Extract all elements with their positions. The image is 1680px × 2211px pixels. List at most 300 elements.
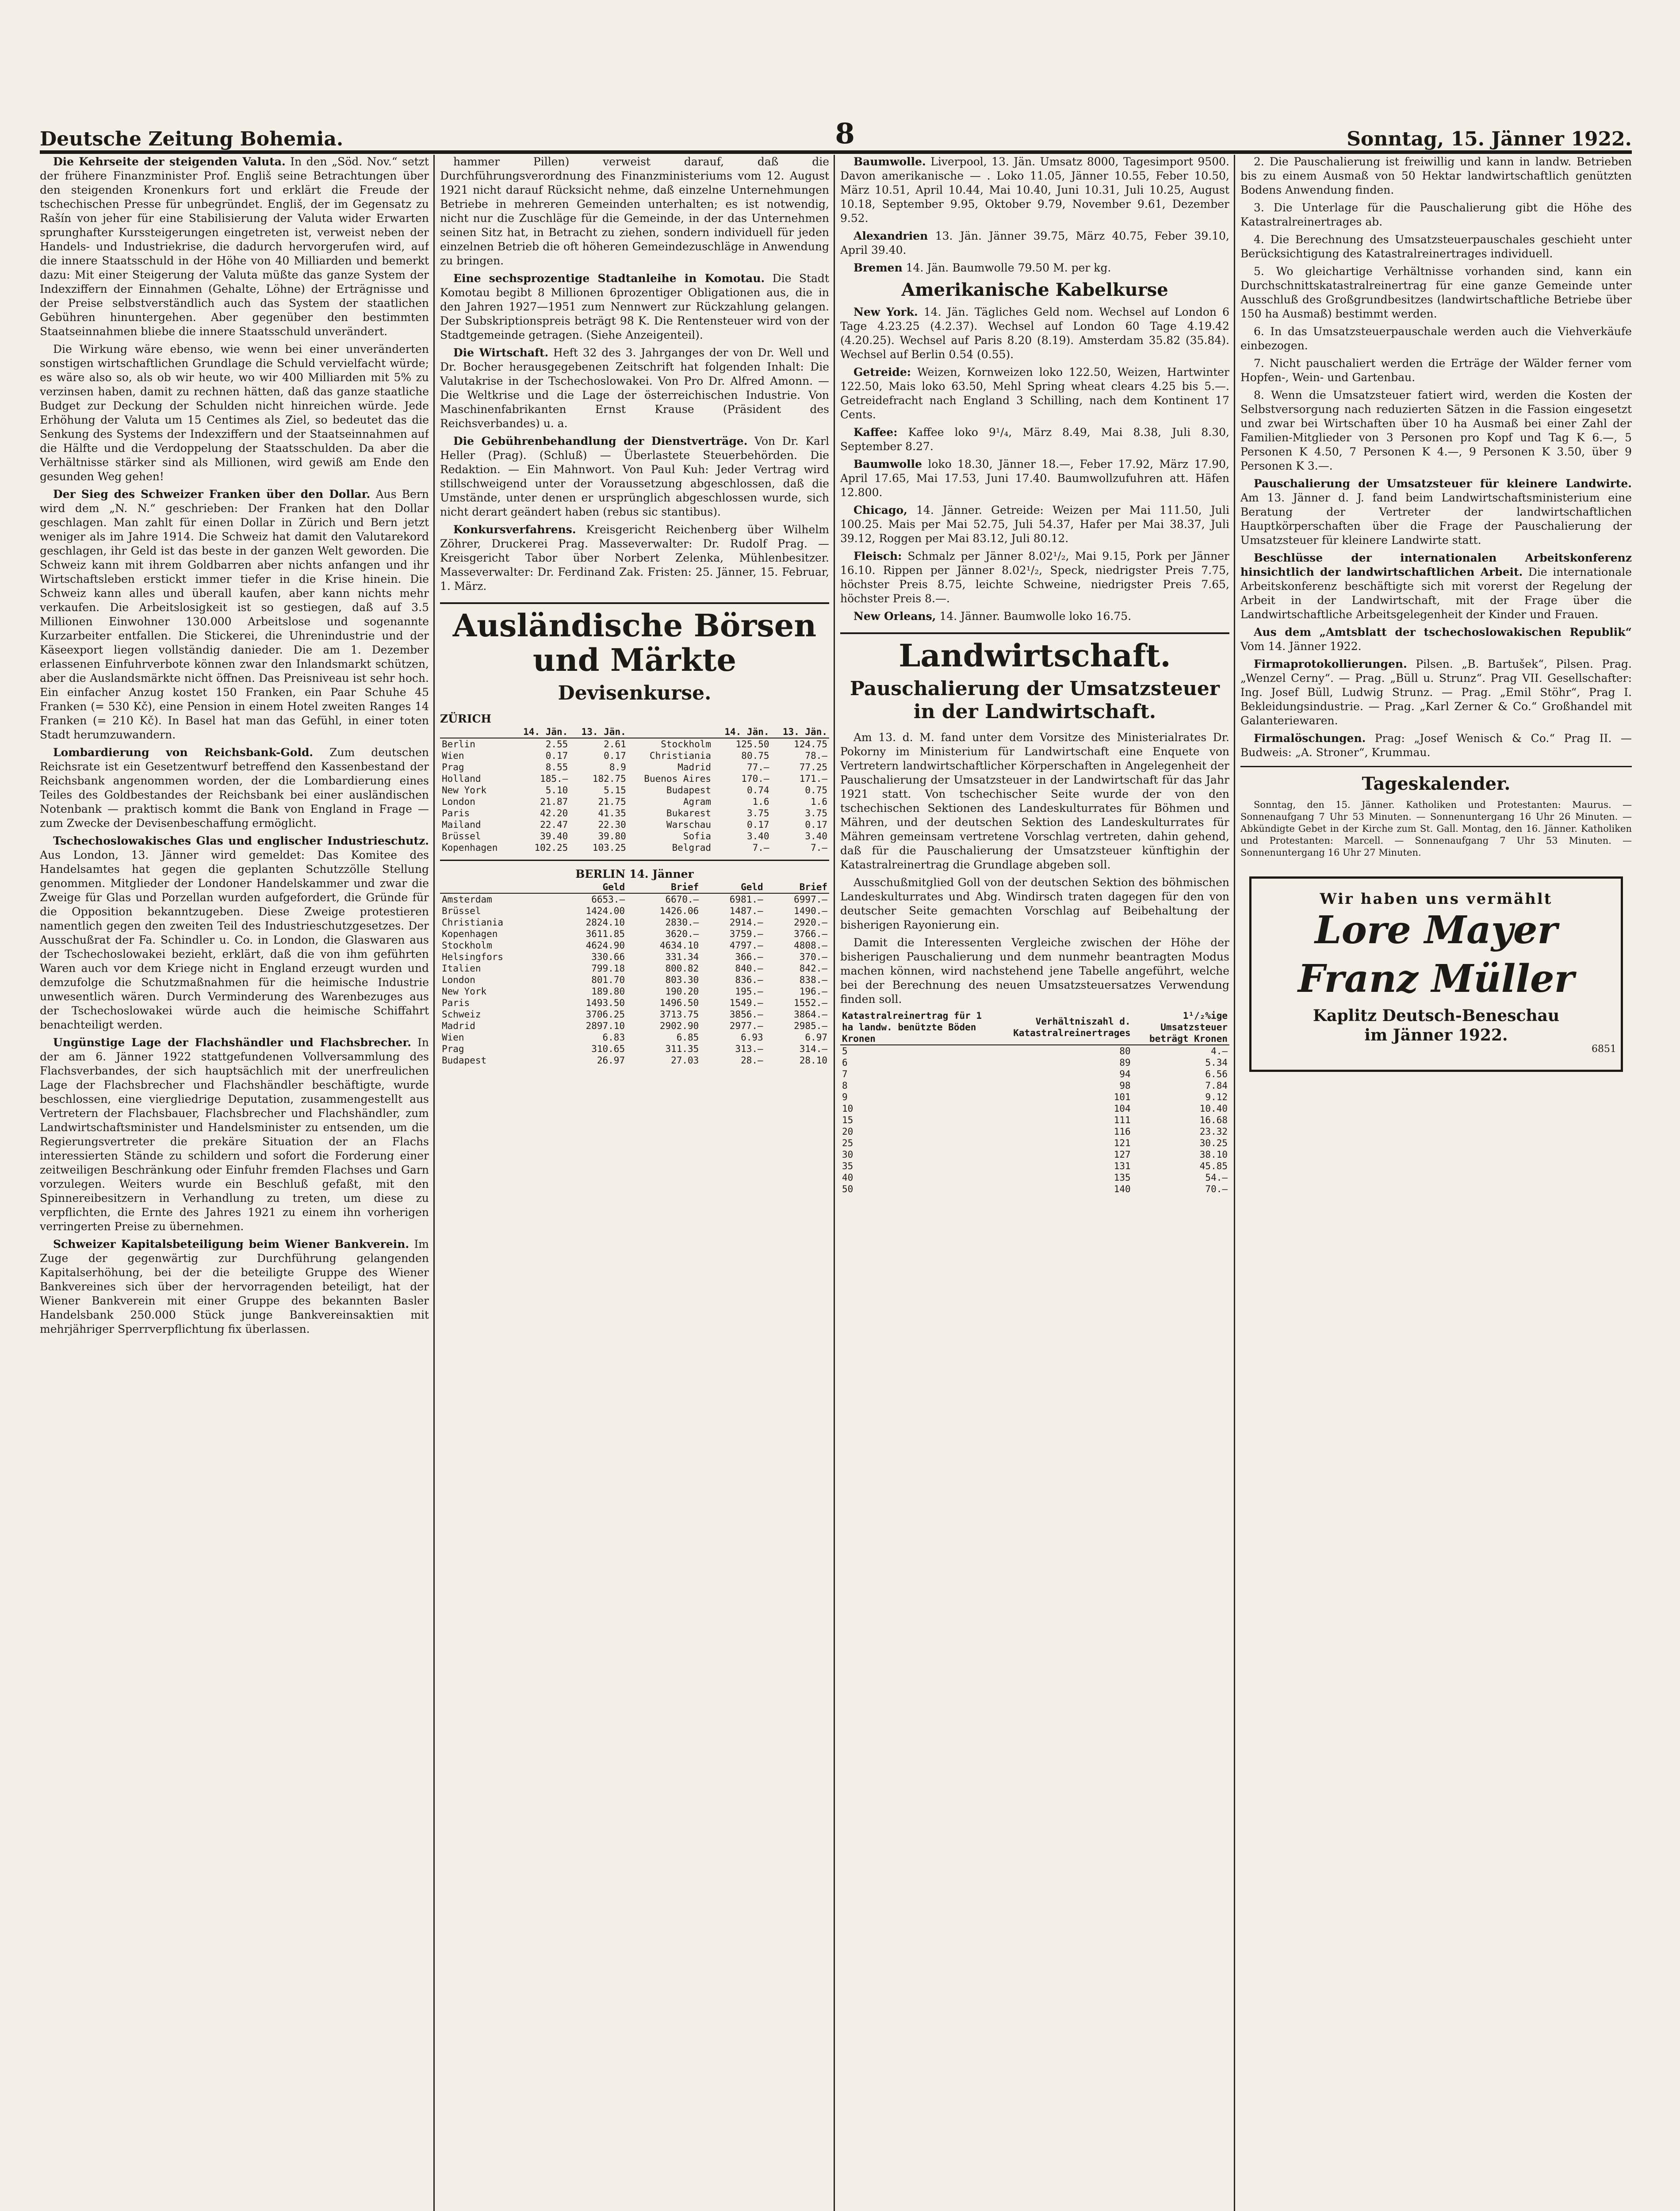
table-row <box>840 1103 1229 1114</box>
article-paragraph <box>1240 325 1632 353</box>
table-cell: 0.17 <box>604 750 626 761</box>
tageskalender-text: Sonntag, den 15. Jänner. Katholiken und Protestanten: Maurus. — Sonnenaufgang 7 Uhr 53 Minuten. — Sonnenuntergang 16 Uhr 26 Minuten. — Abkündigte Gebet in der Kirche zum St. Gall. Montag, den 16. Jänner. Katholiken und Protestanten: Marcell. — Sonnenaufgang 7 Uhr 53 Minuten. — Sonnenuntergang 16 Uhr 27 Minuten. <box>1240 799 1632 858</box>
article-paragraph <box>840 155 1229 226</box>
article-text: Im Zuge der gegenwärtig zur Durchführung gelangenden Kapitalserhöhung, bei der die beteiligte Gruppe des Wiener Bankvereines sich über der hervorragenden beteiligt, hat der Wiener Bankverein mit einer Gruppe des bekannten Basler Handelsbank 250.000 Stück junge Bankvereinsaktien mit mehrjähriger Sperrverpflichtung fix überlassen. <box>40 1238 429 1335</box>
table-cell: 182.75 <box>592 773 626 784</box>
article-text: 2. Die Pauschalierung ist freiwillig und kann in landw. Betrieben bis zu einem Ausmaß von 50 Hektar landwirtschaftlich genützten Bodens Anwendung finden. <box>1240 155 1632 196</box>
table-row <box>840 1057 1229 1068</box>
column-4 <box>1240 155 1632 2211</box>
table-row <box>440 784 829 796</box>
article-text: Aus Bern wird dem „N. N.“ geschrieben: Der Franken hat den Dollar geschlagen. Man zahlt für einen Dollar in Zürich und Bern jetzt weniger als im Jahre 1914. Die Schweiz hat damit den Valutarekord geschlagen, ihr Geld ist das beste in der ganzen Welt geworden. Die Schweiz kann mit ihrem Goldbarren aber nichts anfangen und ihr Wirtschaftsleben erstickt immer tiefer in die Krise hinein. Die Schweiz kann alles und überall kaufen, aber kann nichts mehr verkaufen. Die Arbeitslosigkeit ist so gestiegen, daß auf 3.5 Millionen Einwohner 130.000 Arbeitslose und sogenannte Kurzarbeiter entfallen. Die Stickerei, die Uhrenindustrie und der Käseexport liegen vollständig danieder. Die am 1. Dezember erlassenen Einfuhrverbote können zwar den Inlandsmarkt schützen, aber die Auslandsmärkte nicht öffnen. Das Preisniveau ist sehr hoch. Ein einfacher Anzug kostet 150 Franken, ein Paar Schuhe 45 Franken (= 530 Kč), eine Pension in einem Hotel zweiten Ranges 14 Franken (= 210 Kč). In Basel hat man das Gefühl, in einer toten Stadt herumzuwandern. <box>40 488 429 741</box>
article-text: Am 13. Jänner d. J. fand beim Landwirtschaftsministerium eine Beratung der Vertreter der landwirtschaftlichen Hauptkörperschaften über die Frage der Pauschalierung der Umsatzsteuer für kleinere Landwirte statt. <box>1240 491 1632 547</box>
article-text: Die Stadt Komotau begibt 8 Millionen 6prozentiger Obligationen aus, die in den Jahren 1927—1951 zum Nennwert zur Rückzahlung gelangen. Der Subskriptionspreis beträgt 98 K. Die Rentensteuer wird von der Stadtgemeinde getragen. (Siehe Anzeigenteil). <box>440 272 829 341</box>
article-text: hammer Pillen) verweist darauf, daß die Durchführungsverordnung des Finanzministeriums vom 12. August 1921 nicht darauf Rücksicht nehme, daß einzelne Unternehmungen Betriebe in mehreren Gemeinden unterhalten; es ist notwendig, nicht nur die Zuschläge für die Gemeinde, in der das Unternehmen seinen Sitz hat, in Betracht zu ziehen, sondern individuell für jeden einzelnen Betrieb die oft höheren Gemeindezuschläge in Anwendung zu bringen. <box>440 155 829 267</box>
table-cell: 2830.— <box>665 917 699 928</box>
wedding-announcement <box>1249 876 1623 1072</box>
article-heading: Alexandrien <box>853 230 928 242</box>
article-text: 3. Die Unterlage für die Pauschalierung gibt die Höhe des Katastralreinertrages ab. <box>1240 201 1632 228</box>
article-text: 14. Jän. Tägliches Geld nom. Wechsel auf London 6 Tage 4.23.25 (4.2.37). Wechsel auf London 60 Tage 4.19.42 (4.20.25). Wechsel auf Paris 8.20 (8.19). Amsterdam 35.82 (35.84). Wechsel auf Berlin 0.54 (0.55). <box>840 306 1229 361</box>
table-cell: 78.— <box>805 750 827 761</box>
article-paragraph <box>1240 388 1632 473</box>
table-cell: 98 <box>1119 1080 1131 1091</box>
table-row <box>440 807 829 819</box>
table-cell: 2914.— <box>729 917 763 928</box>
table-cell: 30.25 <box>1199 1138 1228 1148</box>
table-cell: 0.17 <box>545 750 568 761</box>
article-heading: Beschlüsse der internationalen Arbeitskonferenz hinsichtlich der landwirtschaftlichen Arbeit. <box>1240 551 1632 578</box>
table-cell: Bukarest <box>666 808 712 819</box>
column-divider <box>834 155 835 2211</box>
section-title-boersen: Ausländische Börsen und Märkte <box>440 602 829 677</box>
table-row <box>840 1045 1229 1057</box>
table-row <box>440 917 829 928</box>
article-heading: Lombardierung von Reichsbank-Gold. <box>53 746 314 759</box>
article-title-pauschalierung: Pauschalierung der Umsatzsteuer in der Landwirtschaft. <box>850 677 1220 723</box>
announcement-date: im Jänner 1922. <box>1364 1026 1508 1044</box>
table-cell: 5.34 <box>1205 1057 1228 1068</box>
article-paragraph <box>1240 233 1632 261</box>
berlin-exchange-table <box>440 881 829 1066</box>
article-paragraph <box>40 1036 429 1234</box>
article-paragraph <box>840 425 1229 454</box>
table-cell: 1487.— <box>729 906 763 916</box>
announcement-name-1: Lore Mayer <box>1315 908 1558 952</box>
article-heading: Bremen <box>853 261 903 274</box>
announcement-name-2: Franz Müller <box>1298 956 1574 1001</box>
article-text: 8. Wenn die Umsatzsteuer fatiert wird, werden die Kosten der Selbstversorgung nach reduzierten Sätzen in die Fassion eingesetzt und zwar bei Wirtschaften über 10 ha Ausmaß bei einer Zahl der Familien-Mitglieder von 3 Personen pro Kopf und Tag K 6.—, 5 Personen K 4.50, 7 Personen K 4.—, 9 Personen K 3.50, über 9 Personen K 3.—. <box>1240 389 1632 472</box>
newspaper-name: Deutsche Zeitung Bohemia. <box>40 128 344 150</box>
table-cell: 3713.75 <box>659 1009 699 1020</box>
article-paragraph <box>1240 477 1632 547</box>
table-cell: Stockholm <box>661 739 712 750</box>
table-cell: 314.— <box>799 1044 827 1054</box>
table-cell: 127 <box>1114 1149 1131 1160</box>
table-header-cell: 14. Jän. <box>512 726 570 738</box>
table-cell: Italien <box>442 963 481 974</box>
issue-date: Sonntag, 15. Jänner 1922. <box>1347 128 1632 150</box>
table-header-row <box>840 1010 1229 1045</box>
table-row <box>440 940 829 951</box>
table-cell: 6981.— <box>729 894 763 905</box>
table-cell: 15 <box>842 1115 853 1125</box>
table-cell: 8.9 <box>609 762 626 773</box>
article-text: Aus London, 13. Jänner wird gemeldet: Das Komitee des Handelsamtes hat gegen die geplanten Schutzzölle Stellung genommen. Mitglieder der Londoner Handelskammer und zwar die Zweige für Glas und Porzellan wurden aufgefordert, die Gründe für die Opposition bekanntzugeben. Diese Zweige protestieren namentlich gegen den zweiten Teil des Industrieschutzgesetzes. Der Ausschußrat der Fa. Schindler u. Co. in London, die Glaswaren aus der Tschechoslowakei bezieht, erklärt, daß die von ihm geführten Waren auch vor dem Kriege nicht in England erzeugt wurden und demzufolge die Schutzmaßnahmen für die heimische Industrie unwesentlich wären. Durch Verminderung des Warenbezuges aus der Tschechoslowakei würde auch die heimische Schiffahrt benachteiligt werden. <box>40 849 429 1031</box>
table-row <box>840 1137 1229 1149</box>
table-row <box>840 1068 1229 1080</box>
table-cell: 3620.— <box>665 929 699 939</box>
table-cell: 170.— <box>741 773 769 784</box>
zurich-table-label: ZÜRICH <box>440 712 492 725</box>
table-cell: 21.75 <box>598 796 626 807</box>
table-row <box>440 893 829 905</box>
article-paragraph <box>1240 731 1632 760</box>
section-title-landwirtschaft: Landwirtschaft. <box>840 632 1229 673</box>
table-cell: Amsterdam <box>442 894 492 905</box>
article-heading: Kaffee: <box>853 426 898 439</box>
article-paragraph <box>1240 201 1632 229</box>
table-cell: 103.25 <box>592 842 626 853</box>
table-cell: 1496.50 <box>659 998 699 1008</box>
article-text: 14. Jänner. Baumwolle loko 16.75. <box>939 610 1132 623</box>
table-row <box>840 1080 1229 1091</box>
table-cell: 3.40 <box>746 831 769 842</box>
table-cell: 22.30 <box>598 819 626 830</box>
article-text: 5. Wo gleichartige Verhältnisse vorhanden sind, kann ein Durchschnittskatastralreinertrag für eine ganze Gemeinde unter Ausschluß des Großgrundbesitzes (landwirtschaftliche Betriebe über 150 ha Ausmaß) bestimmt werden. <box>1240 265 1632 320</box>
article-heading: Chicago, <box>853 504 907 516</box>
article-text: Vom 14. Jänner 1922. <box>1240 640 1362 653</box>
table-cell: 9.12 <box>1205 1092 1228 1102</box>
table-cell: 6 <box>842 1057 848 1068</box>
table-cell: 310.65 <box>591 1044 625 1054</box>
table-row <box>440 1009 829 1020</box>
article-heading: Der Sieg des Schweizer Franken über den Dollar. <box>53 488 371 501</box>
table-cell: Wien <box>442 750 464 761</box>
table-header-cell: 13. Jän. <box>570 726 628 738</box>
article-paragraph: Ausschußmitglied Goll von der deutschen Sektion des böhmischen Landeskulturrates und Abg. Windirsch traten dagegen für den von deutscher Seite gemachten Vorschlag auf Beibehaltung der bisherigen Rayonierung ein. <box>840 876 1229 931</box>
table-cell: 7.— <box>752 842 769 853</box>
table-cell: 8 <box>842 1080 848 1091</box>
table-cell: 7 <box>842 1069 848 1079</box>
table-header-cell <box>628 726 713 738</box>
article-paragraph <box>40 834 429 1032</box>
table-cell: 0.75 <box>805 785 827 796</box>
article-paragraph <box>40 155 429 339</box>
table-cell: 842.— <box>799 963 827 974</box>
article-text: Weizen, Kornweizen loko 122.50, Weizen, Hartwinter 122.50, Mais loko 63.50, Mehl Spring wheat clears 4.25 bis 5.—. Getreidefracht nach England 3 Schilling, nach dem Kontinent 17 Cents. <box>840 366 1229 421</box>
column-2-articles <box>440 155 829 593</box>
table-cell: 3.75 <box>805 808 827 819</box>
table-cell: 0.74 <box>746 785 769 796</box>
table-cell: 0.17 <box>746 819 769 830</box>
table-cell: 22.47 <box>540 819 568 830</box>
article-paragraph <box>440 272 829 342</box>
table-cell: 801.70 <box>591 975 625 985</box>
table-header-row <box>440 726 829 738</box>
table-cell: 28.10 <box>799 1055 827 1066</box>
table-header-cell: Katastralreinertrag für 1 ha landw. benützte Böden Kronen <box>840 1010 992 1045</box>
table-cell: Brüssel <box>442 831 481 842</box>
table-header-cell: 13. Jän. <box>771 726 829 738</box>
table-row <box>440 773 829 784</box>
table-cell: 840.— <box>735 963 763 974</box>
zurich-exchange-table <box>440 726 829 853</box>
masthead <box>40 115 1632 154</box>
table-cell: 27.03 <box>671 1055 699 1066</box>
berlin-table-label: BERLIN 14. Jänner <box>575 868 694 880</box>
article-paragraph <box>840 457 1229 500</box>
table-cell: Buenos Aires <box>644 773 712 784</box>
table-cell: 331.34 <box>665 952 699 962</box>
table-header-cell: Geld <box>553 881 627 893</box>
table-row <box>840 1114 1229 1126</box>
table-cell: 1493.50 <box>586 998 625 1008</box>
article-paragraph <box>440 434 829 519</box>
table-cell: 35 <box>842 1161 853 1171</box>
table-cell: London <box>442 796 475 807</box>
article-text: Die internationale Arbeitskonferenz beschäftigte sich mit vorerst der Regelung der Arbeit in der Landwirtschaft, mit der Frage über die Landwirtschaftliche Arbeitsgelegenheit der Kinder und Frauen. <box>1240 566 1632 621</box>
table-cell: 9 <box>842 1092 848 1102</box>
announcement-heading: Wir haben uns vermählt <box>1320 890 1553 908</box>
table-cell: 313.— <box>735 1044 763 1054</box>
table-cell: Madrid <box>442 1021 475 1031</box>
table-header-cell <box>440 881 553 893</box>
table-cell: 5.10 <box>545 785 568 796</box>
article-text: 14. Jän. Baumwolle 79.50 M. per kg. <box>906 261 1111 274</box>
article-heading: Konkursverfahrens. <box>453 523 576 536</box>
section-subtitle-devisen: Devisenkurse. <box>558 682 712 704</box>
table-cell: Stockholm <box>442 940 492 951</box>
article-text: 14. Jänner. Getreide: Weizen per Mai 111.50, Juli 100.25. Mais per Mai 52.75, Juli 54.37, Hafer per Mai 38.37, Juli 39.12, Roggen per Mai 83.12, Juli 80.12. <box>840 504 1229 545</box>
table-cell: Madrid <box>677 762 712 773</box>
article-paragraph: Damit die Interessenten Vergleiche zwischen der Höhe der bisherigen Pauschalierung und dem nunmehr beantragten Modus machen können, wird nachstehend jene Tabelle angeführt, welche bei der Berechnung des neuen Umsatzsteuersatzes Verwendung finden soll. <box>840 936 1229 1006</box>
table-cell: 40 <box>842 1172 853 1183</box>
table-header-cell: Brief <box>765 881 829 893</box>
table-cell: 2.61 <box>604 739 626 750</box>
table-header-cell: Brief <box>627 881 700 893</box>
table-cell: Kopenhagen <box>442 929 498 939</box>
table-cell: 7.84 <box>1205 1080 1228 1091</box>
table-cell: 3611.85 <box>586 929 625 939</box>
article-text: Die Wirkung wäre ebenso, wie wenn bei einer unveränderten sonstigen wirtschaftlichen Grundlage die Schuld vervielfacht würde; es wäre also so, als ob wir heute, wo wir 400 Milliarden mit 5% zu verzinsen haben, damit zu rechnen hätten, daß das ganze staatliche Budget zur Deckung der Schulden nicht hinreichen würde. Jede Erhöhung der Valuta um 15 Centimes als Ziel, so bedeutet das die Senkung des Systems der Indexziffern und der Staatseinnahmen auf die Hälfte und die Verdoppelung der Staatsschulden. Da aber die Verhältnisse stärker sind als Millionen, wird gewiß am Ende den gesunden Weg gehen! <box>40 343 429 483</box>
article-paragraph <box>840 261 1229 275</box>
table-cell: 131 <box>1114 1161 1131 1171</box>
table-cell: Warschau <box>666 819 712 830</box>
table-cell: 1.6 <box>752 796 769 807</box>
table-cell: 2.55 <box>545 739 568 750</box>
table-cell: 94 <box>1119 1069 1131 1079</box>
table-cell: 6.85 <box>676 1032 699 1043</box>
table-row <box>440 1043 829 1055</box>
page-number: 8 <box>835 117 855 150</box>
table-cell: 16.68 <box>1199 1115 1228 1125</box>
table-row <box>440 974 829 986</box>
table-cell: 4.— <box>1211 1046 1228 1056</box>
table-header-cell: 14. Jän. <box>713 726 771 738</box>
table-cell: Prag <box>442 762 464 773</box>
table-cell: Belgrad <box>672 842 712 853</box>
article-paragraph <box>840 365 1229 422</box>
table-cell: 38.10 <box>1199 1149 1228 1160</box>
table-cell: 124.75 <box>794 739 827 750</box>
table-cell: 10.40 <box>1199 1103 1228 1114</box>
article-paragraph <box>840 609 1229 624</box>
table-cell: 6.97 <box>805 1032 827 1043</box>
table-header-row <box>440 881 829 893</box>
article-text: Zum deutschen Reichsrate ist ein Gesetzentwurf betreffend den Kassenbestand der Reichsbank angenommen worden, der die Lombardierung eines Teiles des Goldbestandes der Reichsbank bei einer ausländischen Notenbank — praktisch kommt die Bank von England in Frage — zum Zwecke der Devisenbeschaffung ermöglicht. <box>40 746 429 830</box>
table-cell: 70.— <box>1205 1184 1228 1194</box>
article-paragraph <box>40 487 429 742</box>
table-cell: Agram <box>683 796 712 807</box>
table-cell: 135 <box>1114 1172 1131 1183</box>
table-cell: Helsingfors <box>442 952 504 962</box>
article-heading: Die Gebührenbehandlung der Dienstverträge. <box>453 435 748 448</box>
table-cell: 185.— <box>540 773 568 784</box>
table-cell: 6997.— <box>794 894 827 905</box>
article-text: 4. Die Berechnung des Umsatzsteuerpauschales geschieht unter Berücksichtigung des Katastralreinertrages individuell. <box>1240 233 1632 260</box>
table-cell: 8.55 <box>545 762 568 773</box>
table-cell: Wien <box>442 1032 464 1043</box>
table-row <box>440 830 829 842</box>
article-text: Kaffee loko 9¹/₄, März 8.49, Mai 8.38, Juli 8.30, September 8.27. <box>840 426 1229 453</box>
table-cell: 3.40 <box>805 831 827 842</box>
table-cell: 3766.— <box>794 929 827 939</box>
table-cell: 171.— <box>799 773 827 784</box>
table-row <box>440 750 829 761</box>
divider <box>1240 766 1632 767</box>
table-cell: 4797.— <box>729 940 763 951</box>
table-cell: 366.— <box>735 952 763 962</box>
table-cell: 42.20 <box>540 808 568 819</box>
article-text: Prag: „Josef Wenisch & Co.“ Prag II. — Budweis: „A. Stroner“, Krummau. <box>1240 732 1632 759</box>
table-cell: 21.87 <box>540 796 568 807</box>
column-3 <box>840 155 1229 2211</box>
table-cell: 3759.— <box>729 929 763 939</box>
table-cell: 836.— <box>735 975 763 985</box>
article-heading: Die Wirtschaft. <box>453 346 549 359</box>
table-cell: 2985.— <box>794 1021 827 1031</box>
article-heading: Ungünstige Lage der Flachshändler und Flachsbrecher. <box>53 1036 411 1049</box>
table-cell: Christiania <box>442 917 504 928</box>
table-cell: 77.— <box>746 762 769 773</box>
table-cell: 190.20 <box>665 986 699 997</box>
divider <box>440 860 829 861</box>
table-cell: 3706.25 <box>586 1009 625 1020</box>
table-cell: 2920.— <box>794 917 827 928</box>
table-cell: 3864.— <box>794 1009 827 1020</box>
article-heading: New York. <box>853 306 918 318</box>
table-cell: 2902.90 <box>659 1021 699 1031</box>
article-heading: Tschechoslowakisches Glas und englischer Industrieschutz. <box>53 834 429 847</box>
table-cell: 1490.— <box>794 906 827 916</box>
table-cell: Budapest <box>442 1055 487 1066</box>
column-divider <box>1234 155 1235 2211</box>
article-text: Kreisgericht Reichenberg über Wilhelm Zöhrer, Druckerei Prag. Masseverwalter: Dr. Rudolf Prag. — Kreisgericht Tabor über Norbert Zelenka, Mühlenbesitzer. Masseverwalter: Dr. Ferdinand Zak. Fristen: 25. Jänner, 15. Februar, 1. März. <box>440 523 829 593</box>
table-cell: 4624.90 <box>586 940 625 951</box>
table-cell: 799.18 <box>591 963 625 974</box>
table-row <box>440 738 829 750</box>
table-row <box>440 951 829 963</box>
table-cell: 121 <box>1114 1138 1131 1148</box>
table-cell: 2824.10 <box>586 917 625 928</box>
column-2 <box>440 155 829 2211</box>
article-text: loko 18.30, Jänner 18.—, Feber 17.92, März 17.90, April 17.65, Mai 17.53, Juni 17.40. Baumwollzufuhren att. Häfen 12.800. <box>840 458 1229 499</box>
table-cell: 5.15 <box>604 785 626 796</box>
table-cell: 6.93 <box>741 1032 763 1043</box>
table-header-cell: Geld <box>700 881 765 893</box>
table-cell: 80 <box>1119 1046 1131 1056</box>
table-cell: Berlin <box>442 739 475 750</box>
article-paragraph <box>40 342 429 484</box>
table-row <box>440 1020 829 1032</box>
article-text: Heft 32 des 3. Jahrganges der von Dr. Well und Dr. Bocher herausgegebenen Zeitschrift hat folgenden Inhalt: Die Valutakrise in der Tschechoslowakei. Von Pro Dr. Alfred Amonn. — Die Weltkrise und die Lage der österreichischen Industrie. Von Maschinenfabrikanten Ernst Krause (Präsident des Reichsverbandes) u. a. <box>440 346 829 430</box>
table-cell: Budapest <box>666 785 712 796</box>
table-cell: 111 <box>1114 1115 1131 1125</box>
table-row <box>840 1091 1229 1103</box>
cable-rates-articles <box>840 305 1229 624</box>
article-paragraph <box>840 305 1229 362</box>
table-cell: New York <box>442 785 487 796</box>
table-cell: 1552.— <box>794 998 827 1008</box>
table-cell: 2977.— <box>729 1021 763 1031</box>
table-cell: 80.75 <box>741 750 769 761</box>
table-row <box>440 1032 829 1043</box>
table-cell: Kopenhagen <box>442 842 498 853</box>
table-cell: 77.25 <box>799 762 827 773</box>
article-heading: Aus dem „Amtsblatt der tschechoslowakischen Republik“ <box>1254 626 1632 639</box>
table-cell: Schweiz <box>442 1009 481 1020</box>
announcement-number: 6851 <box>1592 1044 1616 1055</box>
table-row <box>840 1149 1229 1160</box>
table-cell: 28.— <box>741 1055 763 1066</box>
article-paragraph <box>40 746 429 830</box>
table-cell: 23.32 <box>1199 1126 1228 1137</box>
table-cell: Prag <box>442 1044 464 1054</box>
article-text: 6. In das Umsatzsteuerpauschale werden auch die Viehverkäufe einbezogen. <box>1240 325 1632 352</box>
table-row <box>440 986 829 997</box>
article-text: Pilsen. „B. Bartušek“, Pilsen. Prag. „Wenzel Cerny“. — Prag. „Büll u. Strunz“. Prag VII. Gesellschafter: Ing. Josef Büll, Ludwig Strunz. — Prag. „Emil Stöhr“, Prag I. Bekleidungsindustrie. — Prag. „Karl Zerner & Co.“ Großhandel mit Galanteriewaren. <box>1240 658 1632 727</box>
table-cell: Sofia <box>683 831 712 842</box>
table-cell: 2897.10 <box>586 1021 625 1031</box>
article-heading: Die Kehrseite der steigenden Valuta. <box>53 155 286 168</box>
table-cell: 25 <box>842 1138 853 1148</box>
table-cell: 10 <box>842 1103 853 1114</box>
article-text: In den „Söd. Nov.“ setzt der frühere Finanzminister Prof. Engliš seine Betrachtungen über den steigenden Kronenkurs fort und erklärt die Freude der tschechischen Presse für unbegründet. Engliš, der im Gegensatz zu Rašín von jeher für eine Stabilisierung der Valuta wider Erwarten sprunghafter Kurssteigerungen eingetreten ist, verweist neben der Handels- und Industriekrise, die dadurch hervorgerufen wird, auf die innere Staatsschuld in der Höhe von 40 Milliarden und bemerkt dazu: Mit einer Steigerung der Valuta müßte das ganze System der Indexziffern der Einnahmen (Gehalte, Löhne) der Erträgnisse und der Preise selbstverständlich auch das System der staatlichen Gebühren hinuntergehen. Aber gegenüber den bestimmten Staatseinnahmen bliebe die innere Staatsschuld unverändert. <box>40 155 429 338</box>
table-cell: 50 <box>842 1184 853 1194</box>
table-cell: 54.— <box>1205 1172 1228 1183</box>
table-cell: 1.6 <box>811 796 827 807</box>
table-cell: 1424.00 <box>586 906 625 916</box>
table-cell: 39.80 <box>598 831 626 842</box>
table-cell: 803.30 <box>665 975 699 985</box>
table-row <box>440 842 829 853</box>
table-cell: 30 <box>842 1149 853 1160</box>
table-cell: 26.97 <box>597 1055 625 1066</box>
article-paragraph <box>440 523 829 593</box>
article-text: Von Dr. Karl Heller (Prag). (Schluß) — Überlastete Steuerbehörden. Die Redaktion. — Ein Mahnwort. Von Paul Kuh: Jeder Vertrag wird stillschweigend unter der Voraussetzung abgeschlossen, daß die Umstände, unter denen er ursprünglich abgeschlossen wurde, sich nicht derart geändert haben (rebus sic stantibus). <box>440 435 829 518</box>
article-heading: Eine sechsprozentige Stadtanleihe in Komotau. <box>453 272 765 285</box>
table-cell: New York <box>442 986 487 997</box>
table-cell: 104 <box>1114 1103 1131 1114</box>
article-heading: New Orleans, <box>853 610 936 623</box>
table-cell: 0.17 <box>805 819 827 830</box>
table-cell: 20 <box>842 1126 853 1137</box>
table-row <box>840 1160 1229 1172</box>
article-heading: Firmaprotokollierungen. <box>1254 658 1407 670</box>
table-cell: 5 <box>842 1046 848 1056</box>
article-paragraph <box>1240 625 1632 654</box>
article-paragraph <box>440 155 829 268</box>
article-heading: Baumwolle <box>853 458 922 471</box>
table-cell: 4634.10 <box>659 940 699 951</box>
table-cell: 196.— <box>799 986 827 997</box>
table-row <box>440 819 829 830</box>
table-row <box>840 1172 1229 1183</box>
article-paragraph <box>1240 657 1632 728</box>
table-cell: 195.— <box>735 986 763 997</box>
table-cell: 116 <box>1114 1126 1131 1137</box>
table-header-cell <box>440 726 512 738</box>
article-paragraph <box>840 549 1229 606</box>
table-cell: 6653.— <box>591 894 625 905</box>
article-heading: Pauschalierung der Umsatzsteuer für kleinere Landwirte. <box>1254 477 1632 490</box>
table-cell: 6.83 <box>602 1032 625 1043</box>
table-cell: 800.82 <box>665 963 699 974</box>
column-1 <box>40 155 429 2211</box>
table-cell: 311.35 <box>665 1044 699 1054</box>
article-paragraph <box>40 1237 429 1336</box>
table-cell: 89 <box>1119 1057 1131 1068</box>
column-3-articles <box>840 155 1229 275</box>
